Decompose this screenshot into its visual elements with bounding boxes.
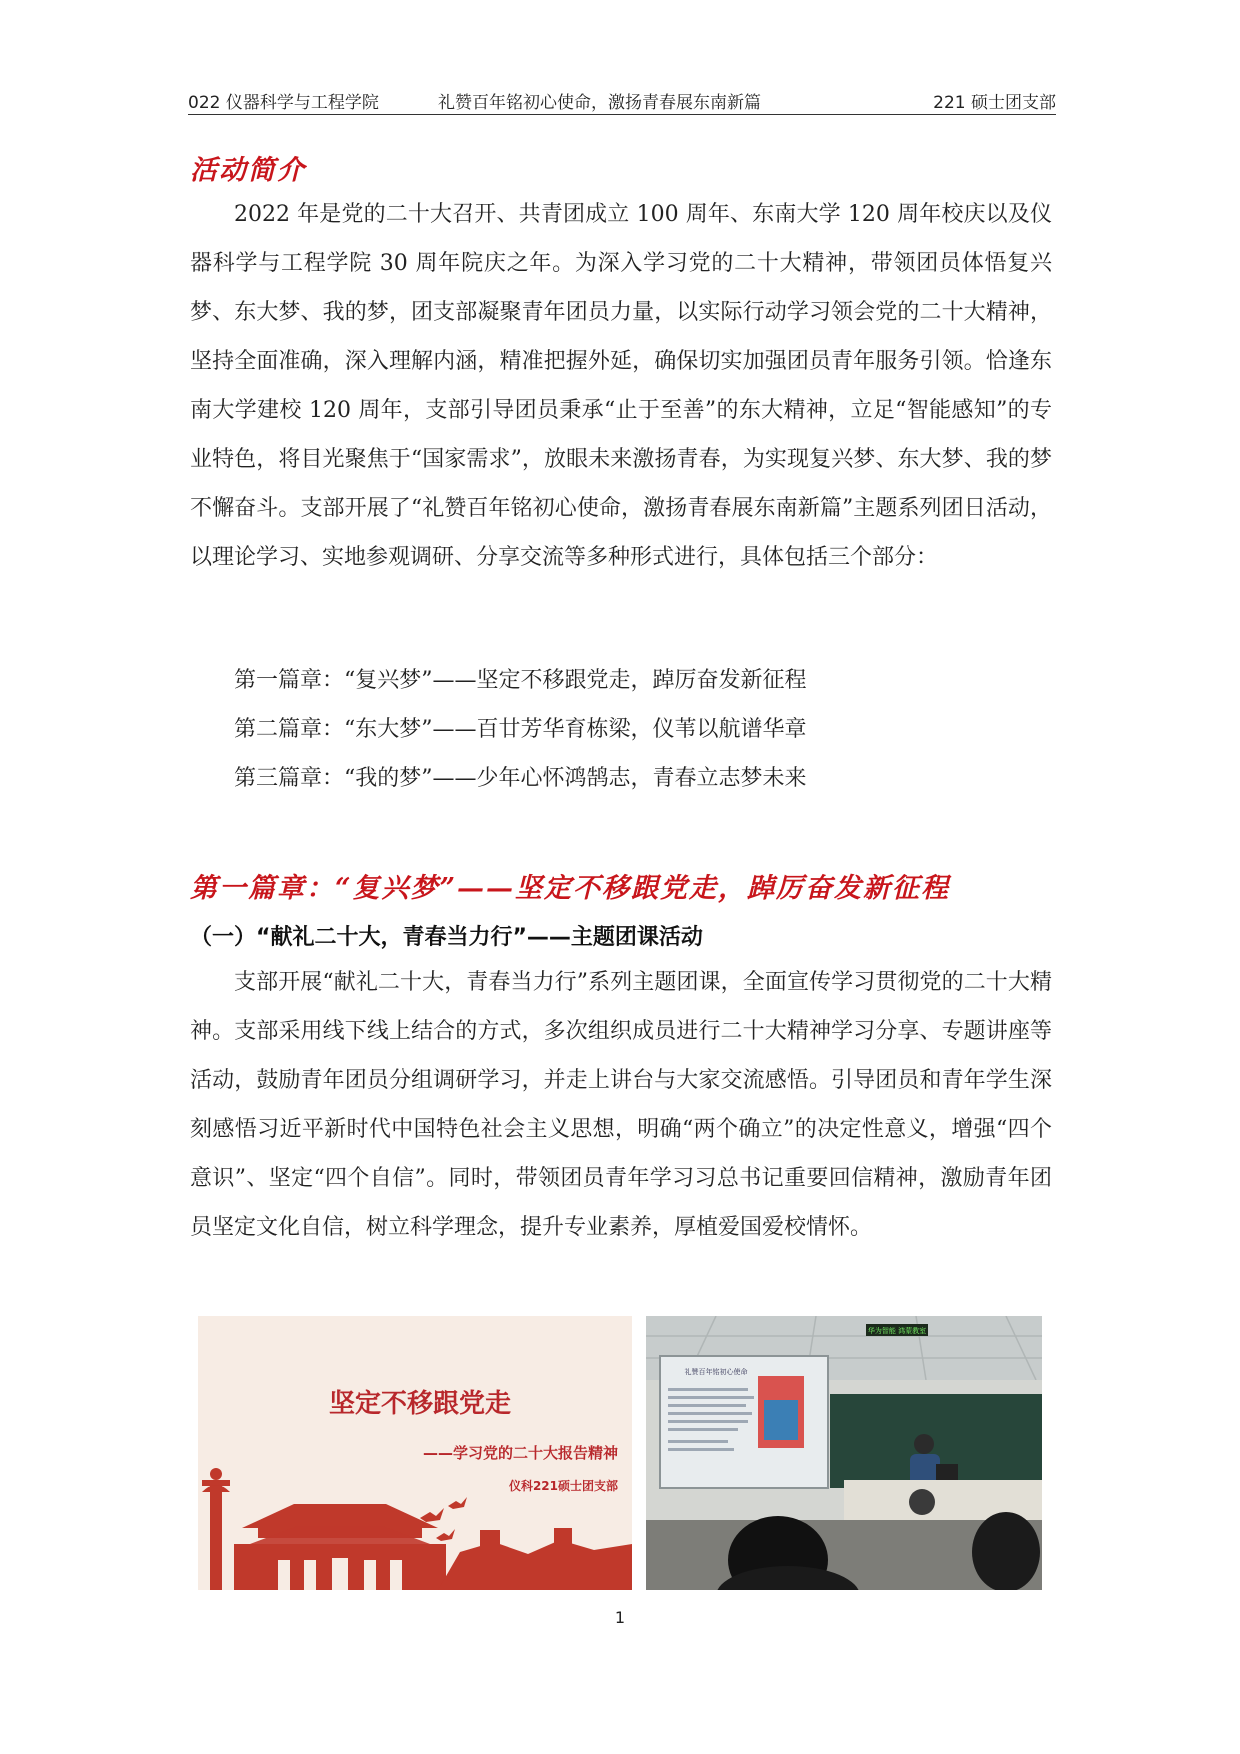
university-emblem-icon [909,1489,935,1515]
monitor [936,1464,958,1480]
poster-title: 坚定不移跟党走 [328,1389,512,1419]
speaker-head [914,1434,934,1454]
poster-org: 仪科221硕士团支部 [508,1479,618,1493]
header-department: 022 仪器科学与工程学院 [188,93,379,113]
screen-title: 礼赞百年铭初心使命 [684,1368,748,1376]
intro-paragraph: 2022 年是党的二十大召开、共青团成立 100 周年、东南大学 120 周年校庆以及仪器科学与工程学院 30 周年院庆之年。为深入学习党的二十大精神，带领团员体悟复兴梦、东大梦、我的梦，团支部凝聚青年团员力量，以实际行动学习领会党的二十大精神，坚持全面准确，深入理解内涵，精准把握外延，确保切实加强团员青年服务引领。恰逢东南大学建校 120 周年，支部引导团员秉承“止于至善”的东大精神，立足“智能感知”的专业特色，将目光聚焦于“国家需求”，放眼未来激扬青春，为实现复兴梦、东大梦、我的梦不懈奋斗。支部开展了“礼赞百年铭初心使命，激扬青春展东南新篇”主题系列团日活动，以理论学习、实地参观调研、分享交流等多种形式进行，具体包括三个部分： [190,202,1052,570]
intro-heading: 活动简介 [190,155,306,186]
classroom-illustration [646,1316,1042,1590]
chapter-list-item-1: 第一篇章：“复兴梦”——坚定不移跟党走，踔厉奋发新征程 [234,668,807,693]
audience-member [972,1512,1040,1590]
poster-illustration [198,1316,632,1590]
header-divider [188,114,1056,115]
page-number: 1 [614,1608,626,1627]
section1-title: （一）“献礼二十大，青春当力行”——主题团课活动 [190,925,703,950]
running-header [188,86,1056,114]
chapter-list-item-2: 第二篇章：“东大梦”——百廿芳华育栋梁，仪苇以航谱华章 [234,717,807,742]
led-sign-text: 华为智能 鸿蒙教室 [867,1327,927,1335]
chapter-list-item-3: 第三篇章：“我的梦”——少年心怀鸿鹄志，青春立志梦未来 [234,766,807,791]
classroom-photo [646,1316,1042,1590]
section1-paragraph: 支部开展“献礼二十大，青春当力行”系列主题团课，全面宣传学习贯彻党的二十大精神。支部采用线下线上结合的方式，多次组织成员进行二十大精神学习分享、专题讲座等活动，鼓励青年团员分组调研学习，并走上讲台与大家交流感悟。引导团员和青年学生深刻感悟习近平新时代中国特色社会主义思想，明确“两个确立”的决定性意义，增强“四个意识”、坚定“四个自信”。同时，带领团员青年学习习总书记重要回信精神，激励青年团员坚定文化自信，树立科学理念，提升专业素养，厚植爱国爱校情怀。 [190,970,1052,1240]
header-theme: 礼赞百年铭初心使命，激扬青春展东南新篇 [438,93,761,113]
poster-subtitle: ——学习党的二十大报告精神 [422,1444,618,1462]
poster-image [198,1316,632,1590]
chapter1-heading: 第一篇章：“复兴梦”——坚定不移跟党走，踔厉奋发新征程 [190,873,951,904]
header-branch: 221 硕士团支部 [933,93,1056,113]
